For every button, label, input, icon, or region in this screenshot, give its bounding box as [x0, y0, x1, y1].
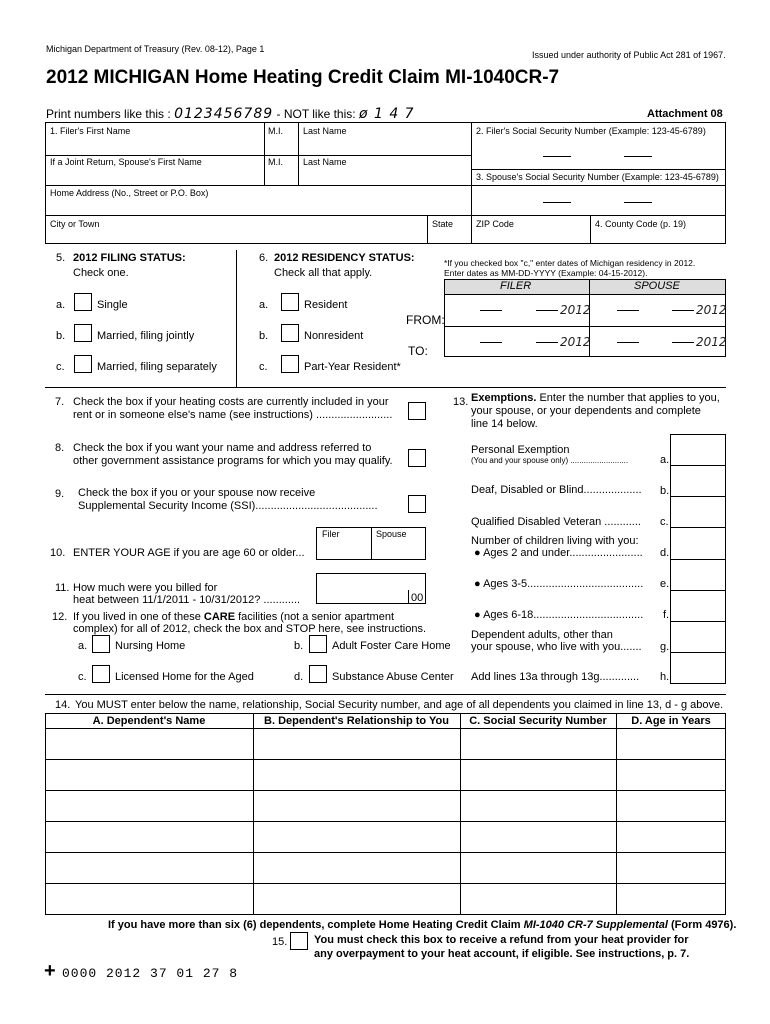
- department-label: Michigan Department of Treasury (Rev. 08-12), Page 1: [46, 44, 265, 54]
- exemption-e-input[interactable]: [673, 564, 727, 588]
- nursing-home-label: Nursing Home: [115, 640, 186, 652]
- county-code-label: 4. County Code (p. 19): [595, 219, 687, 229]
- age-filer-label: Filer: [322, 529, 340, 539]
- line12-text-a: If you lived in one of these: [73, 611, 204, 623]
- line8-number: 8.: [55, 442, 65, 454]
- filer-to-year: 2012: [560, 335, 591, 349]
- exemptions-text: Enter the number that applies to you,: [536, 392, 720, 404]
- substance-abuse-label: Substance Abuse Center: [332, 671, 454, 683]
- print-sample: 0123456789: [174, 106, 274, 122]
- exemption-g-letter: g.: [660, 641, 670, 653]
- last-name-label: Last Name: [303, 126, 347, 136]
- line7-number: 7.: [55, 396, 65, 408]
- line13-heading: [471, 392, 720, 404]
- filing-b-letter: b.: [56, 330, 66, 342]
- spouse-last-name-label: Last Name: [303, 157, 347, 167]
- line11-number: 11.: [55, 582, 70, 594]
- exemption-d-letter: d.: [660, 547, 670, 559]
- filer-ssn-label: 2. Filer's Social Security Number (Example: 123-45-6789): [476, 126, 706, 136]
- residency-date-format-note: Enter dates as MM-DD-YYYY (Example: 04-15-2012).: [444, 268, 648, 278]
- col-age: D. Age in Years: [631, 715, 711, 727]
- care-c-letter: c.: [78, 671, 87, 683]
- filing-status-sub: Check one.: [73, 267, 129, 279]
- not-like-label: - NOT like this:: [276, 107, 356, 121]
- exemption-b-letter: b.: [660, 485, 670, 497]
- exemption-g-label: Dependent adults, other than: [471, 629, 613, 641]
- spouse-mi-label: M.I.: [268, 157, 283, 167]
- dependents-table: [45, 713, 726, 915]
- form-code: 0000 2012 37 01 27 8: [62, 966, 239, 981]
- attachment-label: Attachment 08: [647, 108, 723, 120]
- heat-billed-input[interactable]: [318, 582, 408, 602]
- spouse-age-input[interactable]: [373, 541, 427, 558]
- exemption-f-label: ● Ages 6-18....................................: [474, 609, 644, 621]
- col-ssn: C. Social Security Number: [469, 715, 607, 727]
- filer-age-input[interactable]: [318, 541, 372, 558]
- supplemental-form-name: MI-1040 CR-7 Supplemental: [523, 919, 668, 931]
- filer-first-name-label: 1. Filer's First Name: [50, 126, 131, 136]
- filing-status-title: 2012 FILING STATUS:: [73, 252, 186, 264]
- line9-text: Check the box if you or your spouse now receive: [78, 487, 316, 499]
- zip-label: ZIP Code: [476, 219, 514, 229]
- filer-column-header: FILER: [500, 280, 532, 292]
- print-numbers-instruction: [46, 106, 415, 122]
- print-like-label: Print numbers like this :: [46, 107, 171, 121]
- col-dependent-name: A. Dependent's Name: [92, 715, 206, 727]
- care-label: CARE: [203, 611, 236, 623]
- exemption-a-input[interactable]: [673, 440, 727, 464]
- exemption-f-letter: f.: [663, 609, 670, 621]
- line8-text: Check the box if you want your name and address referred to: [73, 442, 372, 454]
- line11-text: How much were you billed for: [73, 582, 218, 594]
- city-label: City or Town: [50, 219, 100, 229]
- spouse-column-header: SPOUSE: [634, 280, 680, 292]
- line14-text: You MUST enter below the name, relationship, Social Security number, and age of all dependents you claimed in line 13, d - g above.: [75, 699, 724, 711]
- spouse-from-year: 2012: [696, 303, 727, 317]
- filing-single-label: Single: [97, 299, 128, 311]
- line15-text: You must check this box to receive a refund from your heat provider for: [314, 934, 689, 946]
- exemption-d-sub: ● Ages 2 and under........................: [474, 547, 643, 559]
- exemption-h-input[interactable]: [673, 657, 727, 681]
- exemption-e-label: ● Ages 3-5......................................: [474, 578, 644, 590]
- mi-label: M.I.: [268, 126, 283, 136]
- exemption-b-label: Deaf, Disabled or Blind...................: [471, 484, 642, 496]
- filing-c-letter: c.: [56, 361, 65, 373]
- home-for-aged-checkbox[interactable]: [92, 665, 110, 683]
- line7-checkbox[interactable]: [408, 402, 426, 420]
- exemption-a-letter: a.: [660, 454, 670, 466]
- resident-checkbox[interactable]: [281, 293, 299, 311]
- line12-text: [73, 611, 394, 623]
- exemptions-label: Exemptions.: [471, 392, 537, 404]
- line14-number: 14.: [55, 699, 71, 711]
- residency-b-letter: b.: [259, 330, 269, 342]
- line7-text: Check the box if your heating costs are currently included in your: [73, 396, 389, 408]
- more-dependents-text: If you have more than six (6) dependents, complete Home Heating Credit Claim: [108, 919, 524, 931]
- exemption-d-label: Number of children living with you:: [471, 535, 639, 547]
- filing-joint-label: Married, filing jointly: [97, 330, 195, 342]
- spouse-ssn-label: 3. Spouse's Social Security Number (Example: 123-45-6789): [476, 172, 719, 182]
- line13-text-3: line 14 below.: [471, 418, 538, 430]
- filing-separate-label: Married, filing separately: [97, 361, 217, 373]
- home-address-label: Home Address (No., Street or P.O. Box): [50, 188, 209, 198]
- line7-text-2: rent or in someone else's name (see instructions) .........................: [73, 409, 393, 421]
- care-b-letter: b.: [294, 640, 304, 652]
- line9-number: 9.: [55, 488, 65, 500]
- authority-label: Issued under authority of Public Act 281 of 1967.: [532, 50, 726, 60]
- adult-foster-care-checkbox[interactable]: [309, 635, 327, 653]
- to-label: TO:: [408, 344, 428, 358]
- exemption-e-letter: e.: [660, 578, 670, 590]
- form-number: (Form 4976).: [667, 919, 737, 931]
- refund-checkbox[interactable]: [290, 932, 308, 950]
- filing-joint-checkbox[interactable]: [74, 324, 92, 342]
- more-dependents-note: [108, 919, 736, 931]
- plus-icon: +: [44, 960, 56, 982]
- exemption-g-input[interactable]: [673, 626, 727, 650]
- exemption-d-input[interactable]: [673, 533, 727, 557]
- care-a-letter: a.: [78, 640, 88, 652]
- line9-checkbox[interactable]: [408, 495, 426, 513]
- home-for-aged-label: Licensed Home for the Aged: [115, 671, 254, 683]
- line15-text-2: any overpayment to your heat account, if eligible. See instructions, p. 7.: [314, 948, 690, 960]
- age-spouse-label: Spouse: [376, 529, 407, 539]
- filing-single-checkbox[interactable]: [74, 293, 92, 311]
- exemption-a-sub: (You and your spouse only) ..........................: [471, 456, 629, 465]
- filing-separate-checkbox[interactable]: [74, 355, 92, 373]
- exemption-h-label: Add lines 13a through 13g.............: [471, 671, 640, 683]
- line10-text: ENTER YOUR AGE if you are age 60 or older...: [73, 547, 305, 559]
- resident-label: Resident: [304, 299, 348, 311]
- residency-c-letter: c.: [259, 361, 268, 373]
- residency-note: *If you checked box "c," enter dates of Michigan residency in 2012.: [444, 258, 696, 268]
- line13-number: 13.: [453, 396, 469, 408]
- line5-number: 5.: [56, 252, 66, 264]
- residency-title: 2012 RESIDENCY STATUS:: [274, 252, 415, 264]
- care-d-letter: d.: [294, 671, 304, 683]
- spouse-first-name-label: If a Joint Return, Spouse's First Name: [50, 157, 202, 167]
- exemption-g-sub: your spouse, who live with you.......: [471, 641, 642, 653]
- nursing-home-checkbox[interactable]: [92, 635, 110, 653]
- col-relationship: B. Dependent's Relationship to You: [264, 715, 449, 727]
- line11-text-2: heat between 11/1/2011 - 10/31/2012? ............: [73, 594, 301, 606]
- line15-number: 15.: [272, 936, 288, 948]
- line9-text-2: Supplemental Security Income (SSI)........................................: [78, 500, 378, 512]
- line6-number: 6.: [259, 252, 269, 264]
- filer-first-name-input[interactable]: [48, 137, 264, 154]
- substance-abuse-checkbox[interactable]: [309, 665, 327, 683]
- nonresident-label: Nonresident: [304, 330, 364, 342]
- exemption-h-letter: h.: [660, 671, 670, 683]
- from-label: FROM:: [406, 313, 445, 327]
- filer-from-year: 2012: [560, 303, 591, 317]
- exemption-a-label: Personal Exemption: [471, 444, 570, 456]
- heat-billed-cents: 00: [411, 592, 424, 604]
- adult-foster-care-label: Adult Foster Care Home: [332, 640, 451, 652]
- filing-a-letter: a.: [56, 299, 66, 311]
- exemption-c-label: Qualified Disabled Veteran ............: [471, 516, 641, 528]
- not-sample: ø 1 4 7: [358, 106, 415, 122]
- line12-text-2: complex) for all of 2012, check the box and STOP here, see instructions.: [73, 623, 427, 635]
- part-year-label: Part-Year Resident*: [304, 361, 401, 373]
- exemption-b-input[interactable]: [673, 471, 727, 495]
- line12-text-c: facilities (not a senior apartment: [235, 611, 395, 623]
- form-title: 2012 MICHIGAN Home Heating Credit Claim MI-1040CR-7: [46, 67, 560, 88]
- exemption-f-input[interactable]: [673, 595, 727, 619]
- exemption-c-input[interactable]: [673, 502, 727, 526]
- state-label: State: [432, 219, 454, 229]
- line8-text-2: other government assistance programs for which you may qualify.: [73, 455, 393, 467]
- line8-checkbox[interactable]: [408, 449, 426, 467]
- part-year-checkbox[interactable]: [281, 355, 299, 373]
- nonresident-checkbox[interactable]: [281, 324, 299, 342]
- line13-text-2: your spouse, or your dependents and complete: [471, 405, 701, 417]
- exemption-c-letter: c.: [660, 516, 669, 528]
- spouse-to-year: 2012: [696, 335, 727, 349]
- residency-sub: Check all that apply.: [274, 267, 373, 279]
- residency-a-letter: a.: [259, 299, 269, 311]
- line10-number: 10.: [50, 547, 66, 559]
- line12-number: 12.: [52, 611, 68, 623]
